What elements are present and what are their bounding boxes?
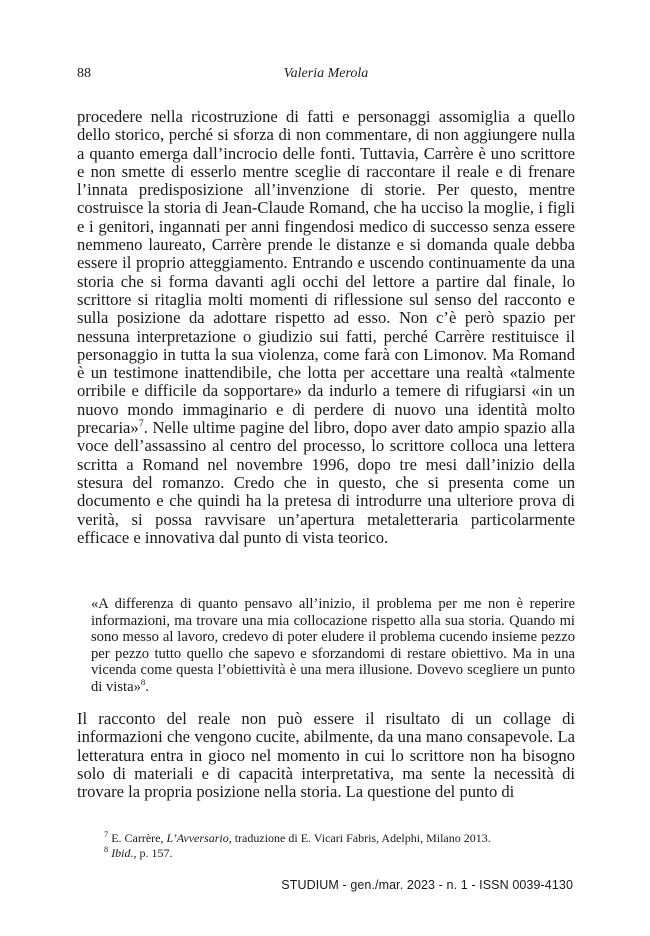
footnote-details: , p. 157. (133, 846, 173, 860)
quote-text: «A differenza di quanto pensavo all’inizio, il problema per me non è reperire informazioni, ma trovare una mia collocazione rispetto alla sua storia. Quando mi sono messo al lavoro, credevo di poter eludere il problema cucendo insieme pezzo per pezzo tutto quello che sapevo e sforzandomi di restare obiettivo. Ma in una vicenda come questa l’obiettività è una mera illusione. Dovevo scegliere un punto di vista» (91, 596, 575, 695)
footnote-number: 8 (104, 845, 109, 854)
footnote-8 (104, 846, 575, 861)
footnote-7 (104, 831, 575, 846)
journal-footer: STUDIUM - gen./mar. 2023 - n. 1 - ISSN 0039-4130 (281, 878, 573, 892)
footnote-number: 7 (104, 830, 109, 839)
footnote-book-title: L’Avversario (166, 831, 229, 845)
quote-end: . (145, 678, 149, 695)
footnote-ref-8[interactable]: 8 (140, 677, 146, 688)
footnotes (104, 831, 575, 861)
paragraph-text: Il racconto del reale non può essere il risultato di un collage di informazioni che vengono cucite, abilmente, da una mano consapevole. La letteratura entra in gioco nel momento in cui lo scrittore non ha bisogno solo di materiali e di capacità interpretativa, ma sente la necessità di trovare la propria posizione nella storia. La questione del punto di (77, 709, 575, 802)
body-paragraph-2 (77, 710, 575, 801)
page-number: 88 (77, 66, 91, 81)
footnote-author: E. Carrère, (111, 831, 167, 845)
footnote-details: , traduzione di E. Vicari Fabris, Adelphi, Milano 2013. (228, 831, 491, 845)
page-header (77, 66, 575, 86)
paragraph-text-continued: . Nelle ultime pagine del libro, dopo aver dato ampio spazio alla voce dell’assassino al centro del processo, lo scrittore colloca una lettera scritta a Romand nel novembre 1996, dopo tre mesi dall’inizio della stesura del romanzo. Credo che in questo, che si presenta come un documento e che quindi ha la pretesa di introdurre una ulteriore prova di verità, si possa ravvisare un’apertura metaletteraria particolarmente efficace e innovativa dal punto di vista teorico. (77, 418, 575, 547)
paragraph-text: procedere nella ricostruzione di fatti e personaggi assomiglia a quello dello storico, perché si sforza di non commentare, di non aggiungere nulla a quanto emerga dall’incrocio delle fonti. Tuttavia, Carrère è uno scrittore e non smette di esserlo mentre sceglie di raccontare il reale e di frenare l’innata predisposizione all’invenzione di storie. Per questo, mentre costruisce la storia di Jean-Claude Romand, che ha ucciso la moglie, i figli e i genitori, ingannati per anni fingendosi medico di successo senza essere nemmeno laureato, Carrère prende le distanze e si domanda quale debba essere il proprio atteggiamento. Entrando e uscendo continuamente da una storia che si forma davanti agli occhi del lettore a partire dal finale, lo scrittore si ritaglia molti momenti di riflessione sul senso del racconto e sulla posizione da adottare rispetto ad esso. Non c’è però spazio per nessuna interpretazione o giudizio sui fatti, perché Carrère restituisce il personaggio in tutta la sua violenza, come farà con Limonov. Ma Romand è un testimone inattendibile, che lotta per accettare una realtà «talmente orribile e difficile da sopportare» da indurlo a temere di rifugiarsi «in un nuovo mondo immaginario e di perdere di nuovo una identità molto precaria» (77, 107, 575, 438)
footnote-ibid: Ibid. (111, 846, 134, 860)
body-paragraph-1 (77, 108, 575, 547)
running-head-author: Valeria Merola (283, 66, 369, 81)
footnote-ref-7[interactable]: 7 (138, 418, 144, 430)
block-quote (91, 596, 575, 696)
